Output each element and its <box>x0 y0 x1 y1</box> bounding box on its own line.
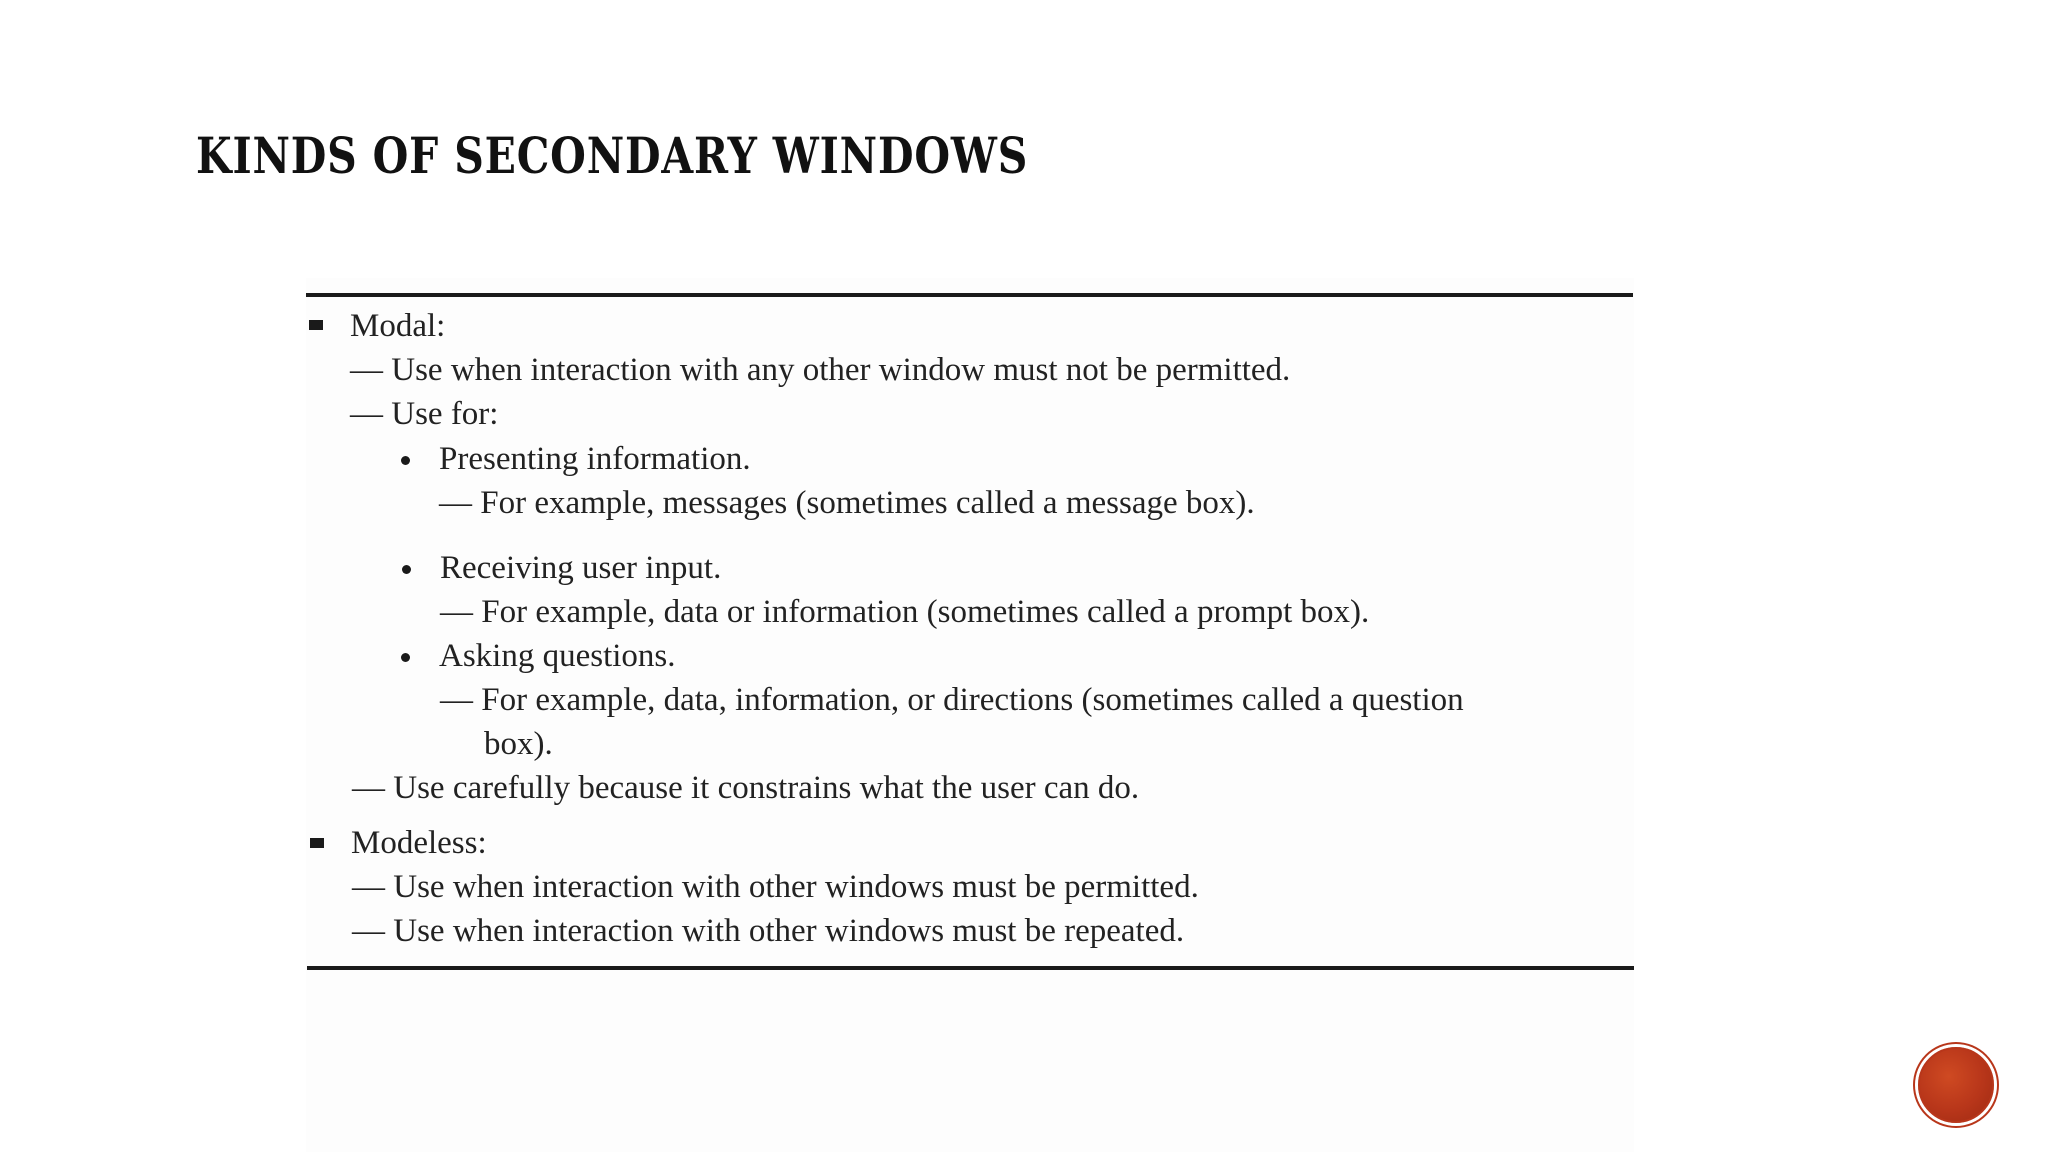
receiving-item: Receiving user input. <box>440 550 722 586</box>
receiving-example: — For example, data or information (sometimes called a prompt box). <box>440 594 1370 630</box>
modeless-line-1: — Use when interaction with other windows must be permitted. <box>352 869 1199 905</box>
square-bullet-icon <box>310 838 324 848</box>
slide-title: KINDS OF SECONDARY WINDOWS <box>196 126 1029 185</box>
modal-label: Modal: <box>350 308 446 344</box>
asking-item: Asking questions. <box>439 638 676 674</box>
asking-example-line-1: — For example, data, information, or directions (sometimes called a question <box>440 682 1464 718</box>
top-rule <box>306 293 1633 297</box>
presenting-example: — For example, messages (sometimes called a message box). <box>439 485 1255 521</box>
modal-line-3: — Use carefully because it constrains what the user can do. <box>352 770 1140 806</box>
round-bullet-icon <box>401 456 410 465</box>
presenting-item: Presenting information. <box>439 441 751 477</box>
bottom-rule <box>307 966 1634 970</box>
modeless-label: Modeless: <box>351 825 487 861</box>
modal-line-2: — Use for: <box>350 396 499 432</box>
nav-circle-icon[interactable] <box>1918 1047 1994 1123</box>
asking-example-line-2: box). <box>484 726 553 762</box>
square-bullet-icon <box>309 320 323 330</box>
round-bullet-icon <box>402 565 411 574</box>
round-bullet-icon <box>401 653 410 662</box>
modeless-line-2: — Use when interaction with other windows must be repeated. <box>352 913 1185 949</box>
modal-line-1: — Use when interaction with any other window must not be permitted. <box>350 352 1291 388</box>
